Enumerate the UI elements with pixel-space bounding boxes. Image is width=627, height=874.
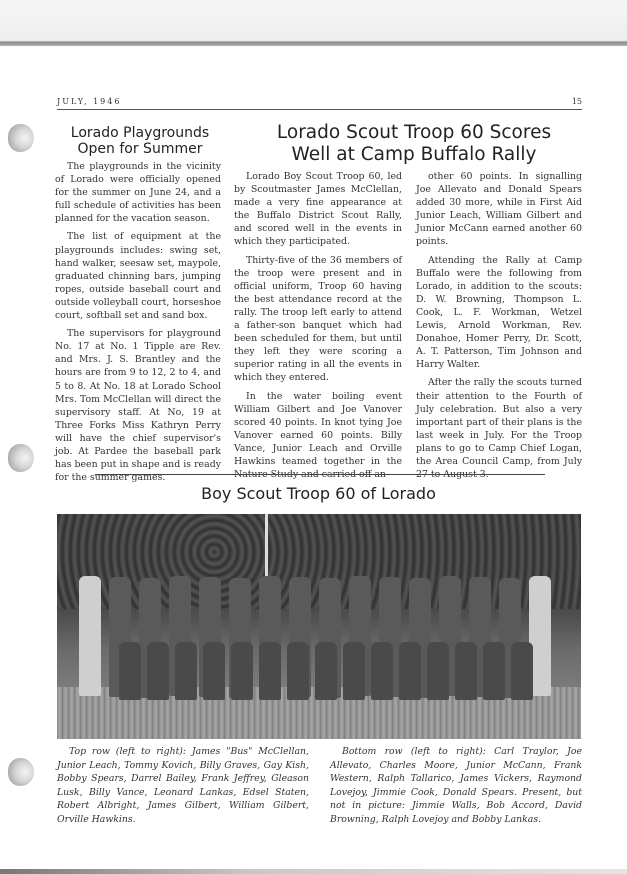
paragraph: other 60 points. In signalling Joe Allevato and Donald Spears added 30 more, while in First Aid Junior Leach, William Gilbert and Junior McCann earned another 60 points. [416,171,582,248]
running-head [57,97,582,110]
scan-bottom-edge [0,869,627,874]
paragraph: The supervisors for playground No. 17 at No. 1 Tipple are Rev. and Mrs. J. S. Brantley and the hours are from 9 to 12, 2 to 4, and 5 to 8. At No. 18 at Lorado School Mrs. Tom McClellan will direct the supervisory staff. At No, 19 at Three Forks Miss Kathryn Perry will have the chief supervisor's job. At Pardee the baseball park has been put in shape and is ready for the summer games. [55,328,221,484]
scout-rally-headline: Lorado Scout Troop 60 Scores Well at Camp Buffalo Rally [276,122,552,165]
scout-figure-kneeling [119,642,141,700]
paragraph: The list of equipment at the playgrounds includes: swing set, hand walker, seesaw set, maypole, graduated chinning bars, jumping ropes, outside baseball court and outside volleyball court, horseshoe court, softball set and sand box. [55,231,221,322]
scout-figure-kneeling [315,642,337,700]
caption-top-row: Top row (left to right): James "Bus" McClellan, Junior Leach, Tommy Kovich, Billy Graves, Gay Kish, Bobby Spears, Darrel Bailey, Frank Jeffrey, Gleason Lusk, Billy Vance, Leonard Lankas, Edsel Staten, Robert Albright, James Gilbert, William Gilbert, Orville Hawkins. [57,746,309,825]
photo-headline: Boy Scout Troop 60 of Lorado [201,484,436,503]
scout-figure-kneeling [147,642,169,700]
binder-hole-icon [8,758,34,786]
scout-rally-column-1 [234,170,402,486]
playgrounds-headline: Lorado Playgrounds Open for Summer [70,125,210,157]
playgrounds-article-body [55,160,221,489]
scout-figure-kneeling [203,642,225,700]
scout-figure-kneeling [371,642,393,700]
scout-figure-kneeling [427,642,449,700]
scout-figure-standing [79,576,101,696]
paragraph: Lorado Boy Scout Troop 60, led by Scoutmaster James McClellan, made a very fine appearance at the Buffalo District Scout Rally, and scored well in the events in which they participated. [234,171,402,248]
scout-figure-kneeling [399,642,421,700]
binder-hole-icon [8,444,34,472]
section-divider [95,474,545,475]
binder-hole-icon [8,124,34,152]
paragraph: Thirty-five of the 36 members of the troop were present and in official uniform, Troop 60 having the best attendance record at the rally. The troop left early to attend a father-son banquet which had been scheduled for them, but until they left they were scoring a superior rating in all the events in which they entered. [234,254,402,384]
scan-top-edge [0,0,627,46]
paragraph: Attending the Rally at Camp Buffalo were the following from Lorado, in addition to the scouts: D. W. Browning, Thompson L. Cook, L. F. Workman, Wetzel Lewis, Arnold Workman, Rev. Donahoe, Homer Perry, Dr. Scott, A. T. Patterson, Tim Johnson and Harry Walter. [416,254,582,371]
paragraph: In the water boiling event William Gilbert and Joe Vanover scored 40 points. In knot tying Joe Vanover earned 60 points. Billy Vance, Junior Leach and Orville Hawkins teamed together in the Nature Study and carried off an- [234,390,402,481]
scout-figure-kneeling [175,642,197,700]
troop-group-photo [57,514,581,739]
photo-flagpole [265,514,268,579]
scout-figure-kneeling [511,642,533,700]
scout-figure-kneeling [343,642,365,700]
page-number: 15 [571,97,582,106]
paragraph: The playgrounds in the vicinity of Lorado were officially opened for the summer on June 24, and a full schedule of activities has been planned for the vacation season. [55,161,221,225]
caption-bottom-row: Bottom row (left to right): Carl Traylor, Joe Allevato, Charles Moore, Junior McCann, Frank Western, Ralph Tallarico, James Vickers, Raymond Lovejoy, Jimmie Cook, Donald Spears. Present, but not in picture: Jimmie Walls, Bob Accord, David Browning, Ralph Lovejoy and Bobby Lankas. [330,746,582,825]
scout-figure-kneeling [287,642,309,700]
scout-figure-kneeling [231,642,253,700]
scout-figure-kneeling [259,642,281,700]
issue-date: JULY, 1946 [57,97,122,106]
scout-rally-column-2 [416,170,582,486]
paragraph: After the rally the scouts turned their attention to the Fourth of July celebration. But also a very important part of their plans is the last week in July. For the Troop plans to go to Camp Chief Logan, the Area Council Camp, from July 27 to August 3. [416,377,582,481]
scout-figure-kneeling [455,642,477,700]
scout-figure-kneeling [483,642,505,700]
